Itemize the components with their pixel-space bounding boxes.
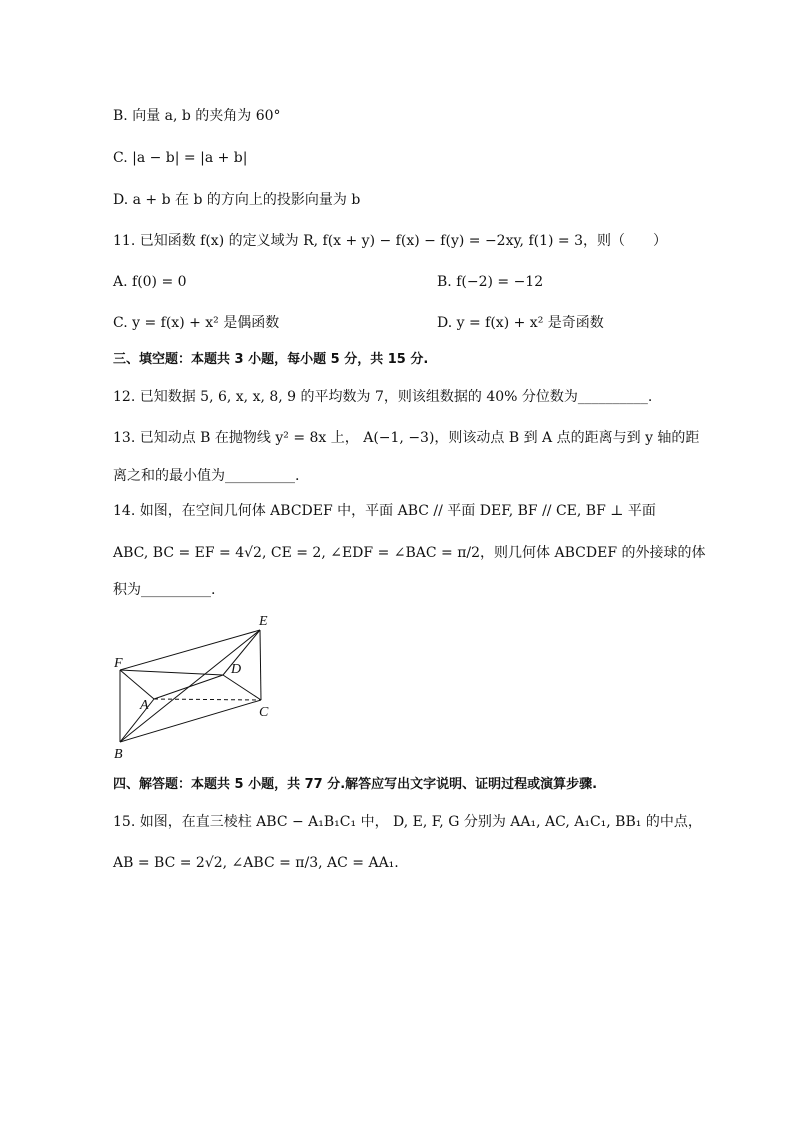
option-10-c: C. |a − b| = |a + b|: [113, 150, 248, 166]
edge-ce: [260, 630, 261, 700]
geometry-figure: [108, 612, 288, 762]
option-11-a: A. f(0) = 0: [113, 274, 187, 290]
question-12: 12. 已知数据 5, 6, x, x, 8, 9 的平均数为 7，则该组数据的 40% 分位数为__________.: [113, 389, 653, 405]
label-e: E: [259, 614, 268, 629]
section-4-heading: 四、解答题：本题共 5 小题，共 77 分.解答应写出文字说明、证明过程或演算步骤.: [113, 777, 598, 792]
question-13-line1: 13. 已知动点 B 在抛物线 y² = 8x 上， A(−1, −3)，则该动点 B 到 A 点的距离与到 y 轴的距: [113, 430, 700, 446]
label-d: D: [231, 662, 242, 677]
label-c: C: [259, 705, 269, 720]
label-b: B: [114, 747, 123, 762]
edge-ac-hidden: [154, 699, 261, 700]
option-11-c: C. y = f(x) + x² 是偶函数: [113, 315, 280, 331]
option-10-b: B. 向量 a, b 的夹角为 60°: [113, 108, 281, 124]
question-14-line1: 14. 如图，在空间几何体 ABCDEF 中，平面 ABC // 平面 DEF, BF // CE, BF ⊥ 平面: [113, 503, 656, 519]
edge-dc: [223, 675, 261, 700]
question-14-line3: 积为__________.: [113, 582, 216, 598]
edge-de: [223, 630, 260, 675]
question-13-line2: 离之和的最小值为__________.: [113, 468, 300, 484]
question-11-stem: 11. 已知函数 f(x) 的定义域为 R, f(x + y) − f(x) − f(y) = −2xy, f(1) = 3，则（ ）: [113, 233, 667, 249]
question-14-line2: ABC, BC = EF = 4√2, CE = 2, ∠EDF = ∠BAC = π/2，则几何体 ABCDEF 的外接球的体: [113, 545, 706, 561]
section-3-heading: 三、填空题：本题共 3 小题，每小题 5 分，共 15 分.: [113, 352, 429, 367]
option-11-d: D. y = f(x) + x² 是奇函数: [437, 315, 604, 331]
question-15-line2: AB = BC = 2√2, ∠ABC = π/3, AC = AA₁.: [113, 855, 399, 871]
label-a: A: [140, 698, 149, 713]
option-10-d: D. a + b 在 b 的方向上的投影向量为 b: [113, 192, 361, 208]
question-15-line1: 15. 如图，在直三棱柱 ABC − A₁B₁C₁ 中， D, E, F, G 分别为 AA₁, AC, A₁C₁, BB₁ 的中点，: [113, 814, 702, 830]
edge-ab: [120, 699, 154, 742]
edge-af: [120, 670, 154, 699]
label-f: F: [114, 656, 123, 671]
option-11-b: B. f(−2) = −12: [437, 274, 544, 290]
